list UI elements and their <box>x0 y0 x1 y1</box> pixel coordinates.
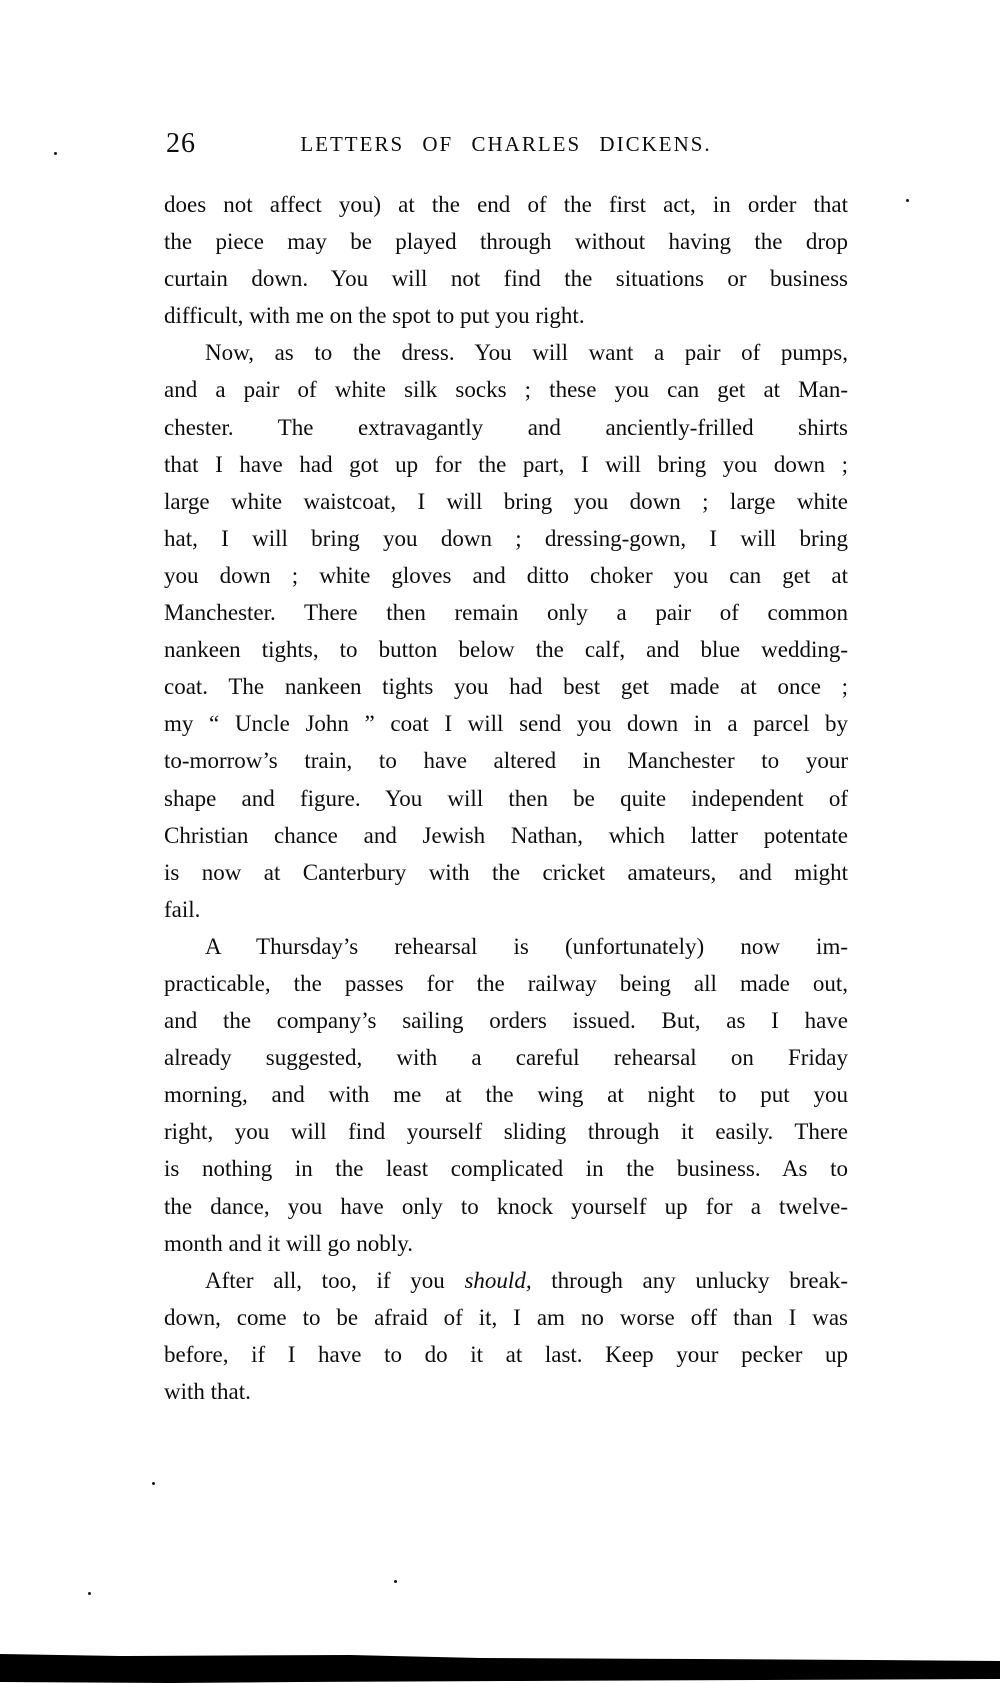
scan-speck <box>394 1580 397 1583</box>
text-line <box>164 965 848 1002</box>
text-line <box>164 260 848 297</box>
text-run: A Thursday’s rehearsal is (unfortunately) now im- <box>205 933 848 959</box>
text-run: the piece may be played through without having the drop <box>164 229 848 255</box>
text-run: my “ Uncle John ” coat I will send you down in a parcel by <box>164 711 848 737</box>
text-run: with that. <box>164 1379 251 1404</box>
text-line <box>164 1225 848 1262</box>
text-run: already suggested, with a careful rehearsal on Friday <box>164 1045 848 1071</box>
text-run: difficult, with me on the spot to put you right. <box>164 303 585 329</box>
paragraph <box>164 186 848 334</box>
text-run: Manchester. There then remain only a pair of common <box>164 600 848 626</box>
text-run: hat, I will bring you down ; dressing-gown, I will bring <box>164 525 848 551</box>
text-line <box>164 334 848 371</box>
scan-speck <box>54 152 57 155</box>
text-run: coat. The nankeen tights you had best get made at once ; <box>164 674 848 700</box>
text-line <box>164 446 848 483</box>
text-line <box>164 557 848 594</box>
text-run: Christian chance and Jewish Nathan, which latter potentate <box>164 822 848 848</box>
text-run: After all, too, if you <box>205 1267 465 1293</box>
text-line <box>164 1262 848 1299</box>
text-line <box>164 1188 848 1225</box>
text-run: does not affect you) at the end of the first act, in order that <box>164 192 848 217</box>
text-run: and a pair of white silk socks ; these you can get at Man- <box>164 377 848 403</box>
scan-speck <box>906 199 909 202</box>
text-run: right, you will find yourself sliding through it easily. There <box>164 1119 848 1145</box>
running-header-title: LETTERS OF CHARLES DICKENS. <box>300 132 712 156</box>
text-line <box>164 297 848 334</box>
text-line <box>164 1002 848 1039</box>
text-line <box>164 1373 848 1410</box>
text-line <box>164 1336 848 1373</box>
text-run: chester. The extravagantly and anciently-frilled shirts <box>164 414 848 440</box>
text-line <box>164 1039 848 1076</box>
text-run: nankeen tights, to button below the calf, and blue wedding- <box>164 637 848 663</box>
text-line <box>164 817 848 854</box>
text-line <box>164 520 848 557</box>
text-run: and the company’s sailing orders issued. But, as I have <box>164 1008 848 1034</box>
text-line <box>164 483 848 520</box>
text-line <box>164 223 848 260</box>
text-run: you down ; white gloves and ditto choker you can get at <box>164 562 848 588</box>
page-number: 26 <box>166 128 196 159</box>
text-line <box>164 1150 848 1187</box>
text-run: practicable, the passes for the railway being all made out, <box>164 970 848 996</box>
text-line <box>164 742 848 779</box>
text-run: fail. <box>164 896 201 922</box>
text-line <box>164 928 848 965</box>
text-run: down, come to be afraid of it, I am no worse off than I was <box>164 1304 848 1330</box>
paragraph <box>164 1262 848 1410</box>
text-run: large white waistcoat, I will bring you down ; large white <box>164 488 848 514</box>
text-line <box>164 1113 848 1150</box>
paragraph <box>164 928 848 1262</box>
text-run: Now, as to the dress. You will want a pair of pumps, <box>205 340 848 366</box>
text-line <box>164 1299 848 1336</box>
scan-speck <box>88 1592 91 1595</box>
text-run: to-morrow’s train, to have altered in Manchester to your <box>164 748 848 774</box>
text-run: through any unlucky break- <box>531 1267 848 1293</box>
scan-edge-bar <box>0 1650 1000 1683</box>
text-run: morning, and with me at the wing at night to put you <box>164 1082 848 1108</box>
text-run: month and it will go nobly. <box>164 1230 413 1256</box>
text-line <box>164 371 848 408</box>
text-line <box>164 631 848 668</box>
text-line <box>164 891 848 928</box>
letter-body-text <box>164 186 848 1410</box>
paragraph <box>164 334 848 928</box>
running-head <box>164 128 848 162</box>
text-run: that I have had got up for the part, I will bring you down ; <box>164 451 848 477</box>
text-line <box>164 705 848 742</box>
text-line <box>164 186 848 223</box>
text-line <box>164 594 848 631</box>
text-line <box>164 409 848 446</box>
text-run: the dance, you have only to knock yourself up for a twelve- <box>164 1193 848 1219</box>
scan-speck <box>152 1482 155 1485</box>
text-run: curtain down. You will not find the situations or business <box>164 266 848 292</box>
text-line <box>164 854 848 891</box>
text-run: is now at Canterbury with the cricket amateurs, and might <box>164 859 848 885</box>
text-run: should, <box>464 1267 532 1293</box>
text-run: shape and figure. You will then be quite independent of <box>164 785 848 811</box>
text-run: before, if I have to do it at last. Keep your pecker up <box>164 1341 848 1367</box>
text-line <box>164 780 848 817</box>
text-line <box>164 668 848 705</box>
text-run: is nothing in the least complicated in the business. As to <box>164 1156 848 1182</box>
text-line <box>164 1076 848 1113</box>
